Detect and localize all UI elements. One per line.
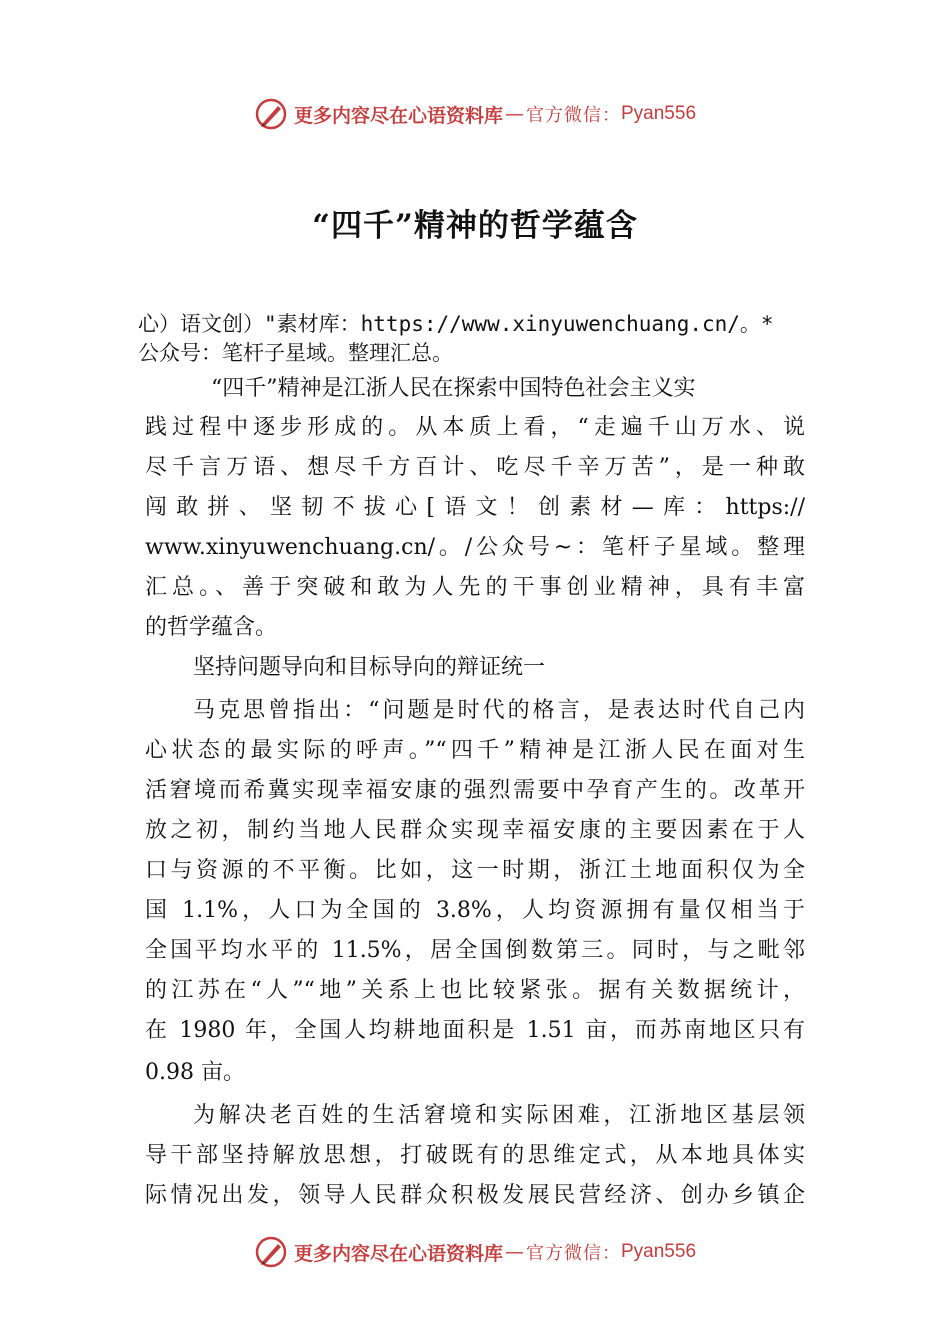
page-title: “四千”精神的哲学蕴含 <box>312 208 638 244</box>
watermark-line: 心）语文创）"素材库：https://www.xinyuwenchuang.cn/。* <box>138 312 774 336</box>
paragraph-line: 践过程中逐步形成的。从本质上看，“走遍千山万水、说 <box>145 415 805 440</box>
header-banner <box>0 92 950 136</box>
header-wechat-label: 官方微信： <box>526 105 621 126</box>
paragraph-line: www.xinyuwenchuang.cn/。/公众号~：笔杆子星域。整理 <box>145 535 805 560</box>
paragraph-line: 的哲学蕴含。 <box>145 615 278 640</box>
paragraph-line: 马克思曾指出：“问题是时代的格言，是表达时代自己内 <box>193 698 805 723</box>
paragraph-line: 闯敢拼、坚韧不拔心[语文！创素材—库：https:// <box>145 495 805 520</box>
paragraph-line: 0.98 亩。 <box>145 1060 245 1085</box>
footer-wechat-label: 官方微信： <box>526 1243 621 1264</box>
footer-dash: — <box>505 1241 524 1263</box>
header-brand: 更多内容尽在心语资料库 <box>293 104 503 127</box>
header-dash: — <box>505 103 524 125</box>
paragraph-line: 尽千言万语、想尽千方百计、吃尽千辛万苦”，是一种敢 <box>145 455 805 480</box>
paragraph-line: 全国平均水平的 11.5%，居全国倒数第三。同时，与之毗邻 <box>145 938 805 963</box>
paragraph-line: 为解决老百姓的生活窘境和实际困难，江浙地区基层领 <box>193 1103 805 1128</box>
paragraph-line: 活窘境而希冀实现幸福安康的强烈需要中孕育产生的。改革开 <box>145 778 805 803</box>
paragraph-line: 在 1980 年，全国人均耕地面积是 1.51 亩，而苏南地区只有 <box>145 1018 805 1043</box>
footer-brand: 更多内容尽在心语资料库 <box>293 1242 503 1265</box>
pen-logo-icon <box>254 97 288 131</box>
header-wechat-id: Pyan556 <box>621 103 697 124</box>
pen-logo-icon <box>254 1235 288 1269</box>
footer-banner <box>0 1230 950 1274</box>
paragraph-line: “四千”精神是江浙人民在探索中国特色社会主义实 <box>211 376 696 401</box>
watermark-line: 公众号：笔杆子星域。整理汇总。 <box>138 341 453 365</box>
paragraph-line: 的江苏在“人”“地”关系上也比较紧张。据有关数据统计， <box>145 978 805 1003</box>
paragraph-line: 国 1.1%，人口为全国的 3.8%，人均资源拥有量仅相当于 <box>145 898 805 923</box>
paragraph-line: 汇总。、善于突破和敢为人先的干事创业精神，具有丰富 <box>145 575 805 600</box>
paragraph-line: 心状态的最实际的呼声。”“四千”精神是江浙人民在面对生 <box>145 738 805 763</box>
paragraph-line: 际情况出发，领导人民群众积极发展民营经济、创办乡镇企 <box>145 1183 805 1208</box>
footer-wechat-id: Pyan556 <box>621 1241 697 1262</box>
paragraph-line: 导干部坚持解放思想，打破既有的思维定式，从本地具体实 <box>145 1143 805 1168</box>
section-heading: 坚持问题导向和目标导向的辩证统一 <box>193 655 546 680</box>
paragraph-line: 口与资源的不平衡。比如，这一时期，浙江土地面积仅为全 <box>145 858 805 883</box>
paragraph-line: 放之初，制约当地人民群众实现幸福安康的主要因素在于人 <box>145 818 805 843</box>
